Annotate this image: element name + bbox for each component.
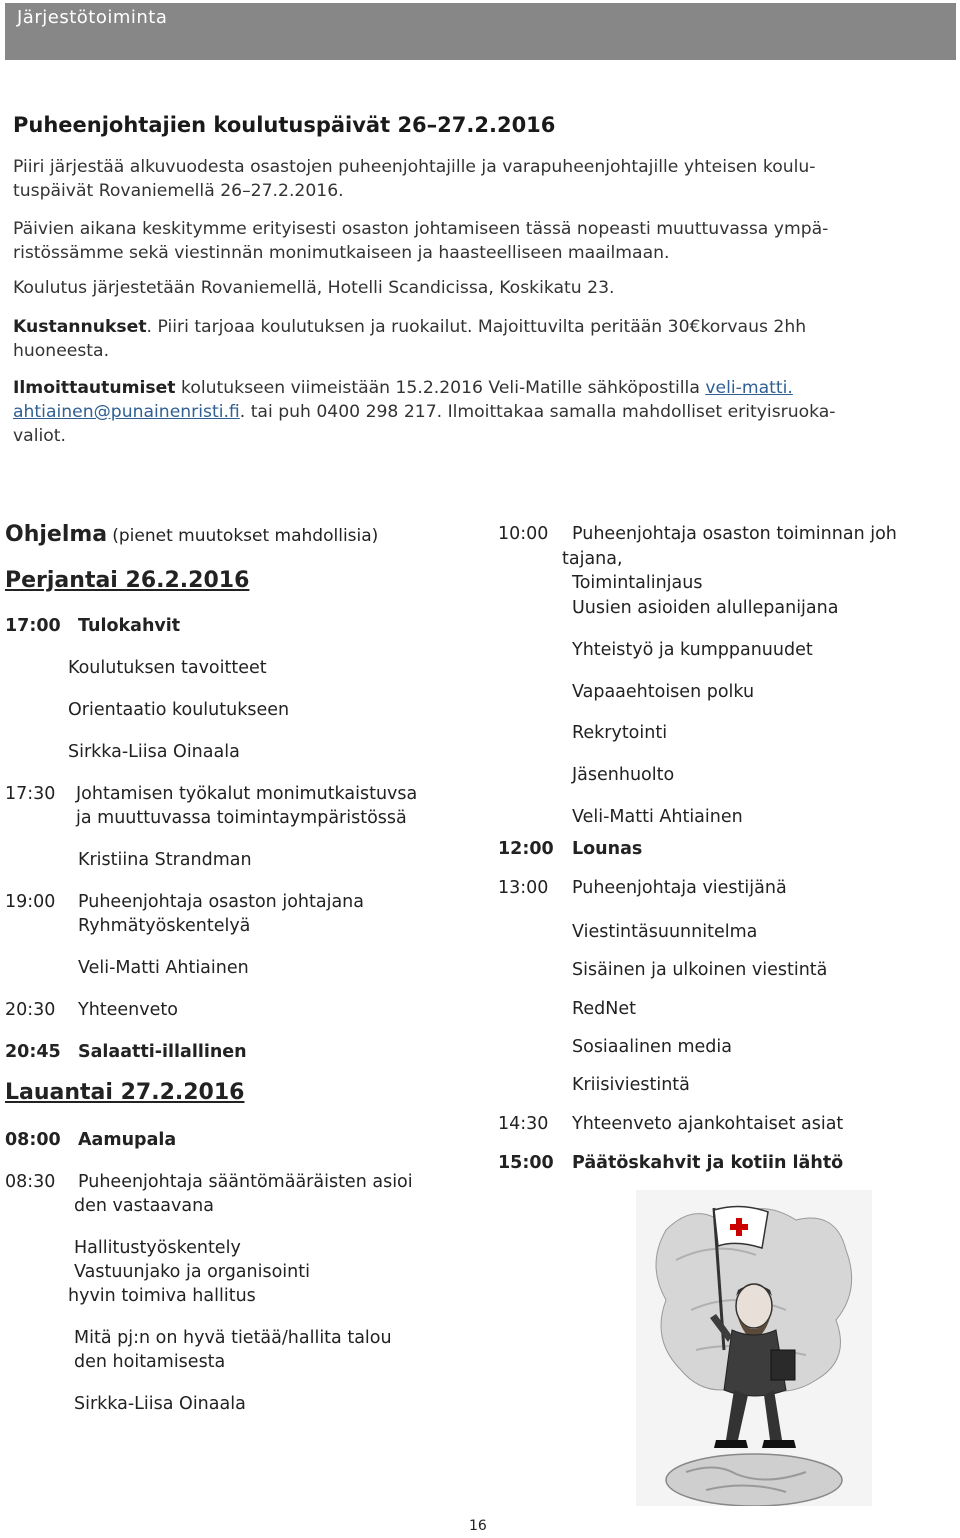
left-entry: Kristiina Strandman bbox=[78, 850, 252, 870]
right-entry: Sosiaalinen media bbox=[572, 1037, 732, 1057]
right-entry: Kriisiviestintä bbox=[572, 1075, 690, 1095]
left-entry: Puheenjohtaja sääntömääräisten asioi bbox=[78, 1172, 413, 1192]
left-entry: 19:00 bbox=[5, 892, 56, 912]
left-entry: Sirkka-Liisa Oinaala bbox=[68, 742, 240, 762]
right-entry: Vapaaehtoisen polku bbox=[572, 682, 755, 702]
left-entry: Ryhmätyöskentelyä bbox=[78, 916, 251, 936]
left-entry: Hallitustyöskentely bbox=[74, 1238, 241, 1258]
costs-text-1: . Piiri tarjoaa koulutuksen ja ruokailut. Majoittuvilta peritään 30€korvaus 2hh bbox=[146, 317, 807, 337]
left-entry: ja muuttuvassa toimintaympäristössä bbox=[76, 808, 407, 828]
left-entry: 20:30 bbox=[5, 1000, 56, 1020]
red-cross-mascot-illustration bbox=[636, 1190, 872, 1506]
right-entry: Uusien asioiden alullepanijana bbox=[572, 598, 839, 618]
program-heading bbox=[5, 522, 378, 547]
costs-text-2: huoneesta. bbox=[13, 341, 110, 361]
right-entry: RedNet bbox=[572, 999, 636, 1019]
intro-p2-line-1: Päivien aikana keskitymme erityisesti osaston johtamiseen tässä nopeasti muuttuvassa ympä- bbox=[13, 219, 829, 239]
left-entry: Vastuunjako ja organisointi bbox=[74, 1262, 310, 1282]
left-entry: 20:45 bbox=[5, 1042, 61, 1062]
email-link-part-1[interactable]: veli-matti. bbox=[705, 378, 793, 398]
right-entry: 12:00 bbox=[498, 839, 554, 859]
page-number: 16 bbox=[469, 1518, 487, 1534]
right-entry: 15:00 bbox=[498, 1153, 554, 1173]
program-heading-note: (pienet muutokset mahdollisia) bbox=[112, 526, 379, 546]
right-entry: Toimintalinjaus bbox=[572, 573, 703, 593]
right-entry: 13:00 bbox=[498, 878, 549, 898]
right-entry: Yhteistyö ja kumppanuudet bbox=[572, 640, 813, 660]
right-entry: Sisäinen ja ulkoinen viestintä bbox=[572, 960, 828, 980]
intro-p1-line-1: Piiri järjestää alkuvuodesta osastojen puheenjohtajille ja varapuheenjohtajille yhteisen koulu- bbox=[13, 157, 816, 177]
intro-p2-line-2: ristössämme sekä viestinnän monimutkaiseen ja haasteelliseen maailmaan. bbox=[13, 243, 670, 263]
right-entry: 10:00 bbox=[498, 524, 549, 544]
registration-text-1: kolutukseen viimeistään 15.2.2016 Veli-Matille sähköpostilla bbox=[175, 378, 706, 398]
left-entry: Sirkka-Liisa Oinaala bbox=[74, 1394, 246, 1414]
left-entry: 08:30 bbox=[5, 1172, 56, 1192]
registration-paragraph bbox=[13, 376, 836, 448]
left-entry: Mitä pj:n on hyvä tietää/hallita talou bbox=[74, 1328, 392, 1348]
left-entry: Salaatti-illallinen bbox=[78, 1042, 247, 1062]
intro-paragraph-2 bbox=[13, 217, 828, 265]
right-entry: Rekrytointi bbox=[572, 723, 668, 743]
left-entry: 17:00 bbox=[5, 616, 61, 636]
registration-label: Ilmoittautumiset bbox=[13, 378, 176, 398]
left-entry: Aamupala bbox=[78, 1130, 177, 1150]
costs-paragraph bbox=[13, 315, 806, 363]
left-entry: hyvin toimiva hallitus bbox=[68, 1286, 256, 1306]
program-heading-title: Ohjelma bbox=[5, 522, 108, 547]
saturday-title: Lauantai 27.2.2016 bbox=[5, 1080, 245, 1105]
right-entry: Puheenjohtaja osaston toiminnan joh bbox=[572, 524, 897, 544]
right-entry: Veli-Matti Ahtiainen bbox=[572, 807, 743, 827]
left-entry: Orientaatio koulutukseen bbox=[68, 700, 290, 720]
registration-text-3: valiot. bbox=[13, 426, 66, 446]
friday-title: Perjantai 26.2.2016 bbox=[5, 568, 250, 593]
left-entry: Tulokahvit bbox=[78, 616, 181, 636]
right-entry: Lounas bbox=[572, 839, 643, 859]
intro-paragraph-3: Koulutus järjestetään Rovaniemellä, Hotelli Scandicissa, Koskikatu 23. bbox=[13, 278, 615, 298]
right-entry: 14:30 bbox=[498, 1114, 549, 1134]
page-title: Puheenjohtajien koulutuspäivät 26–27.2.2016 bbox=[13, 113, 556, 137]
left-entry: den hoitamisesta bbox=[74, 1352, 226, 1372]
right-entry: Viestintäsuunnitelma bbox=[572, 922, 758, 942]
left-entry: 08:00 bbox=[5, 1130, 61, 1150]
left-entry: den vastaavana bbox=[74, 1196, 214, 1216]
intro-p1-line-2: tuspäivät Rovaniemellä 26–27.2.2016. bbox=[13, 181, 344, 201]
section-header-bar bbox=[5, 3, 956, 60]
left-entry: Yhteenveto bbox=[78, 1000, 178, 1020]
registration-text-2: . tai puh 0400 298 217. Ilmoittakaa samalla mahdolliset erityisruoka- bbox=[239, 402, 836, 422]
intro-paragraph-1 bbox=[13, 155, 815, 203]
right-entry: Yhteenveto ajankohtaiset asiat bbox=[572, 1114, 844, 1134]
right-entry: tajana, bbox=[562, 549, 623, 569]
right-entry: Puheenjohtaja viestijänä bbox=[572, 878, 787, 898]
left-entry: 17:30 bbox=[5, 784, 56, 804]
right-entry: Jäsenhuolto bbox=[572, 765, 675, 785]
left-entry: Veli-Matti Ahtiainen bbox=[78, 958, 249, 978]
right-entry: Päätöskahvit ja kotiin lähtö bbox=[572, 1153, 844, 1173]
section-header-title: Järjestötoiminta bbox=[17, 7, 168, 28]
costs-label: Kustannukset bbox=[13, 317, 147, 337]
email-link-part-2[interactable]: ahtiainen@punainenristi.fi bbox=[13, 402, 240, 422]
left-entry: Johtamisen työkalut monimutkaistuvsa bbox=[76, 784, 418, 804]
left-entry: Koulutuksen tavoitteet bbox=[68, 658, 267, 678]
left-entry: Puheenjohtaja osaston johtajana bbox=[78, 892, 364, 912]
